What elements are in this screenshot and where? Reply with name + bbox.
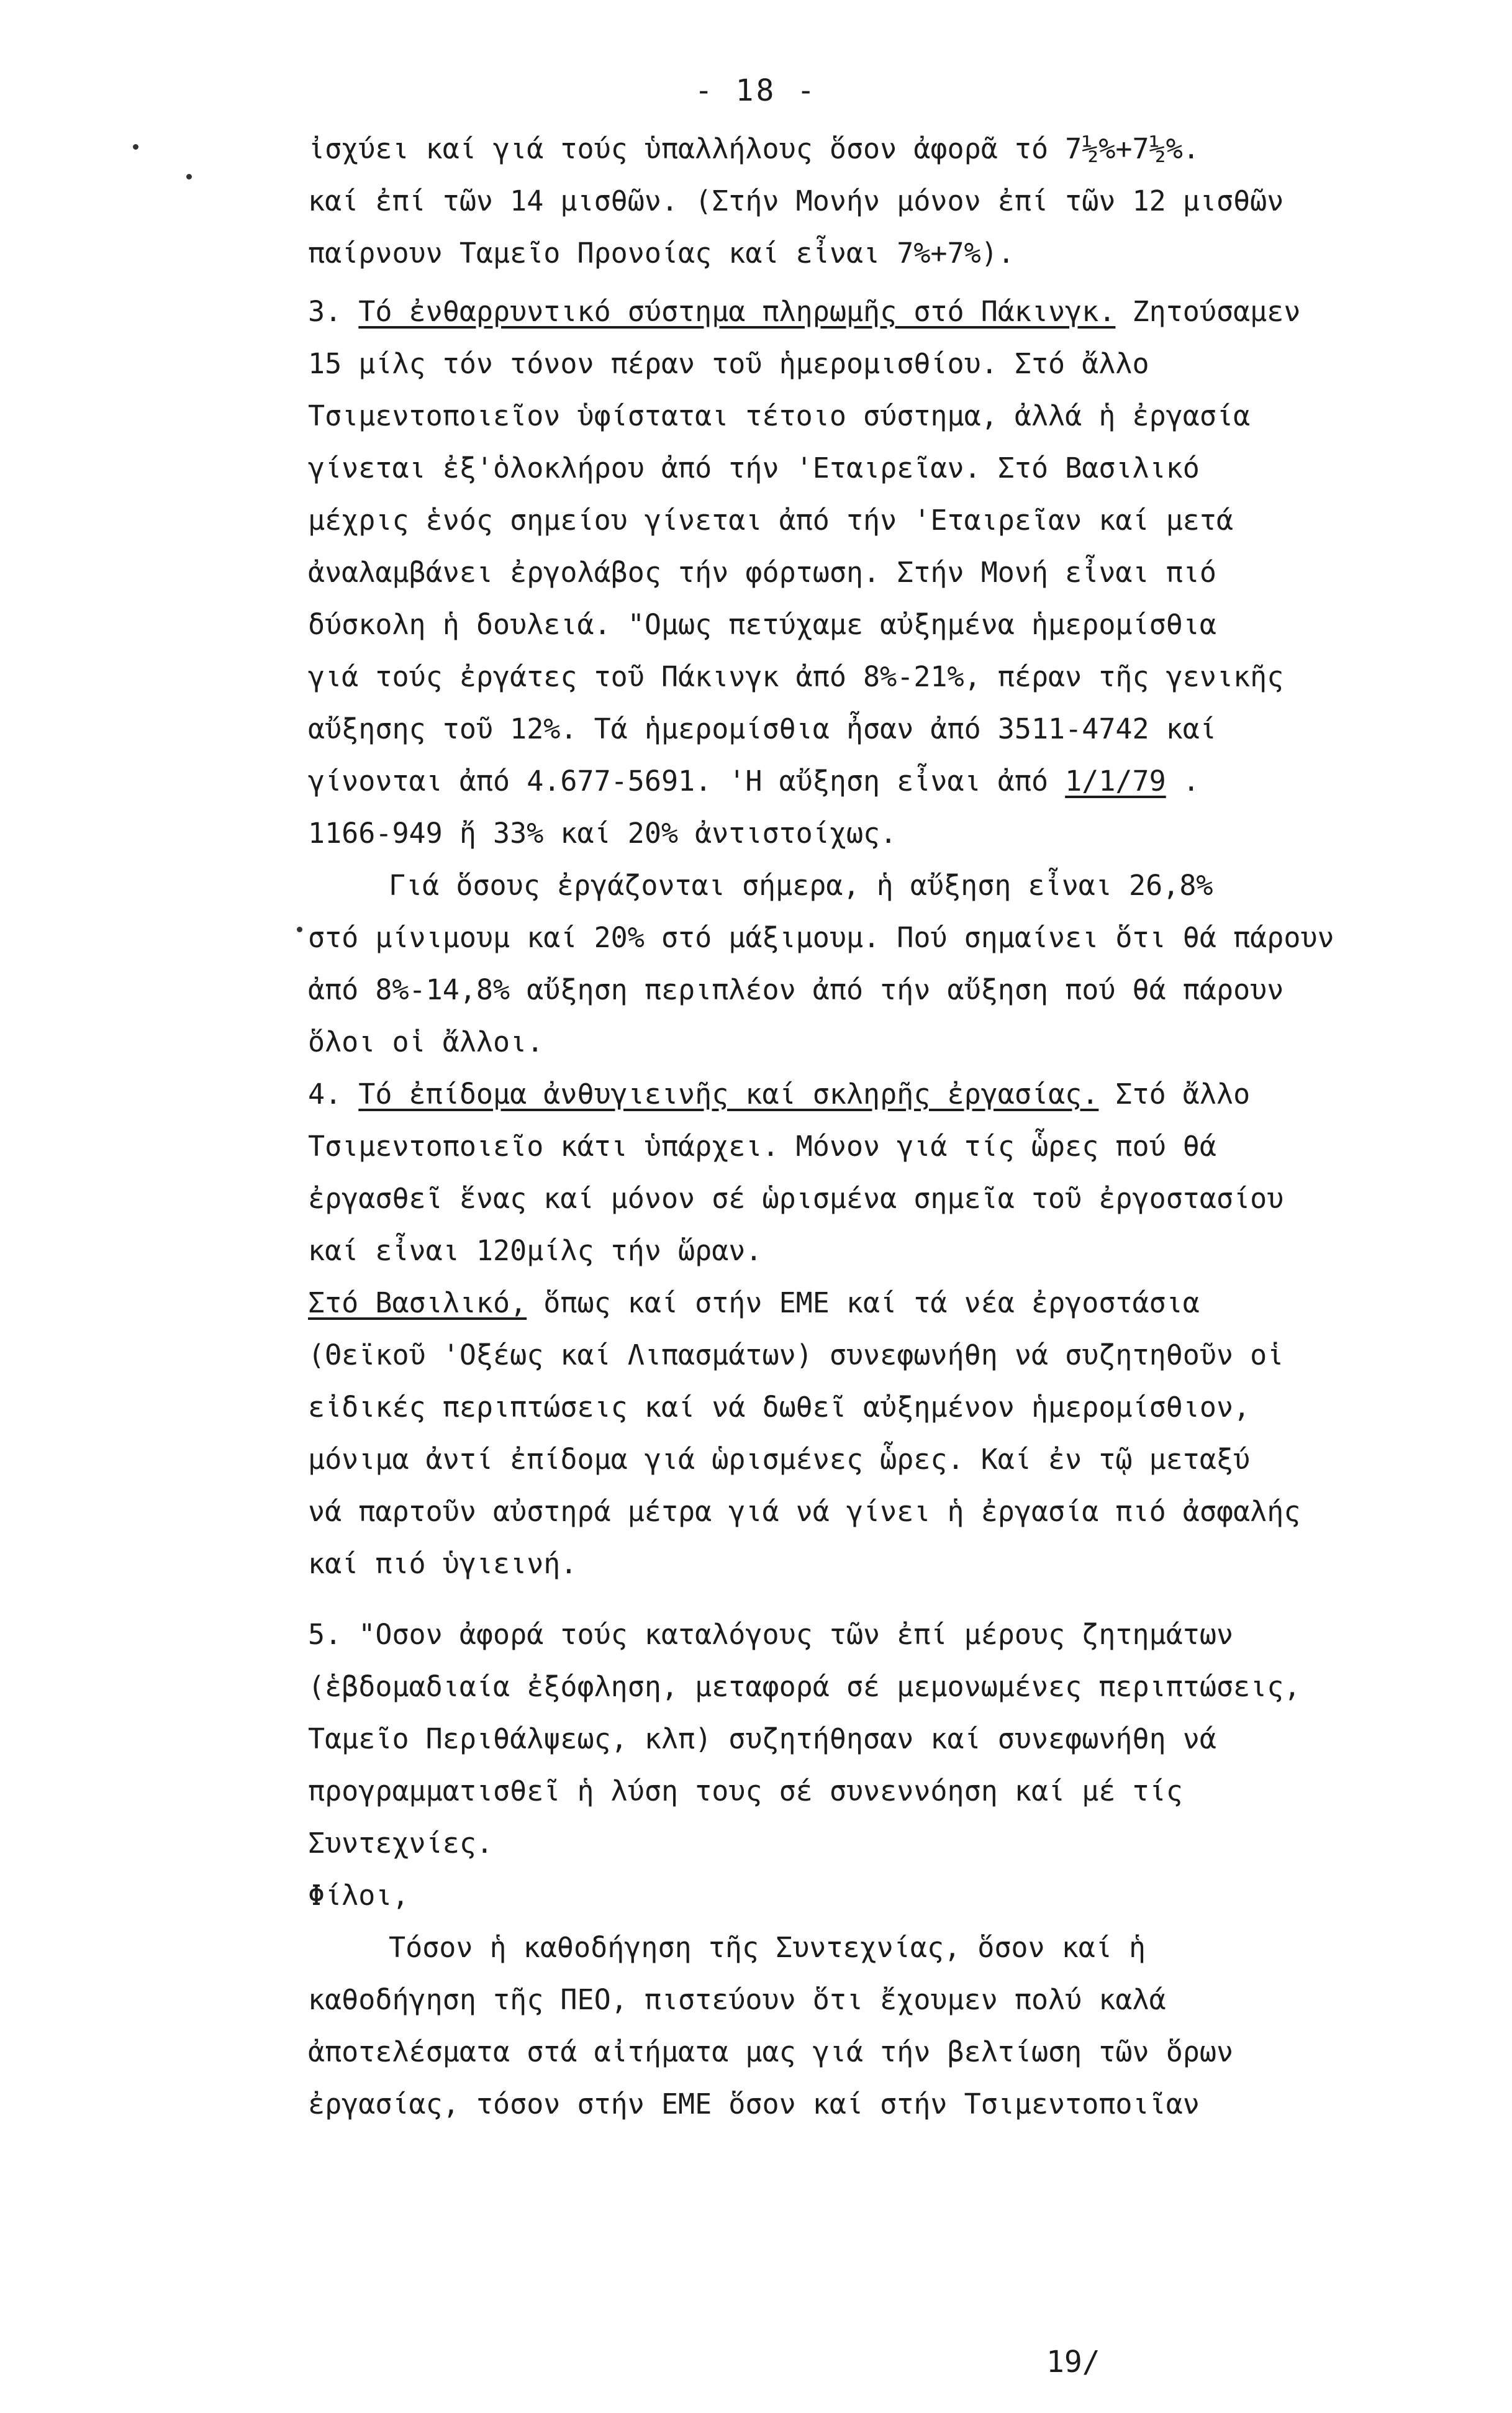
text-line xyxy=(308,755,1444,807)
text-line: ἀποτελέσματα στά αἰτήματα μας γιά τήν βελτίωση τῶν ὅρων xyxy=(308,2035,1234,2068)
text-line: Γιά ὅσους ἐργάζονται σήμερα, ἡ αὔξηση εἶναι 26,8% xyxy=(389,869,1213,902)
scan-speck xyxy=(297,927,302,932)
text-line: ἰσχύει καί γιά τούς ὑπαλλήλους ὅσον ἀφορᾶ τό 7½%+7½%. xyxy=(308,132,1200,165)
text-line: 5. "Οσον ἀφορά τούς καταλόγους τῶν ἐπί μέρους ζητημάτων xyxy=(308,1618,1234,1651)
text-line: Τόσον ἡ καθοδήγηση τῆς Συντεχνίας, ὅσον καί ἡ xyxy=(389,1931,1146,1964)
text-line: καθοδήγηση τῆς ΠΕΟ, πιστεύουν ὅτι ἔχουμεν πολύ καλά xyxy=(308,1983,1166,2016)
page-number: - 18 - xyxy=(694,73,818,108)
text-line: Φίλοι, xyxy=(308,1879,409,1912)
underlined-heading: Τό ἐπίδομα ἀνθυγιεινῆς καί σκληρῆς ἐργασίας. xyxy=(358,1078,1099,1111)
scan-speck xyxy=(186,174,192,179)
text-line: ἀπό 8%-14,8% αὔξηση περιπλέον ἀπό τήν αὔξηση πού θά πάρουν xyxy=(308,973,1284,1006)
scan-speck xyxy=(133,144,138,150)
text-line: 1166-949 ἤ 33% καί 20% ἀντιστοίχως. xyxy=(308,817,897,850)
text-line: Συντεχνίες. xyxy=(308,1827,494,1860)
text-line: ἐργασίας, τόσον στήν ΕΜΕ ὅσον καί στήν Τσιμεντοποιῖαν xyxy=(308,2088,1200,2120)
text-span: ὅπως καί στήν ΕΜΕ καί τά νέα ἐργοστάσια xyxy=(527,1286,1200,1319)
text-line xyxy=(308,286,1444,338)
text-span: γίνονται ἀπό 4.677-5691. 'Η αὔξηση εἶναι ἀπό xyxy=(308,765,1066,798)
text-line: ὅλοι οἱ ἄλλοι. xyxy=(308,1025,544,1058)
text-line: 15 μίλς τόν τόνον πέραν τοῦ ἡμερομισθίου. Στό ἄλλο xyxy=(308,347,1149,380)
text-line: Ταμεῖο Περιθάλψεως, κλπ) συζητήθησαν καί συνεφωνήθη νά xyxy=(308,1722,1216,1755)
text-line: γιά τούς ἐργάτες τοῦ Πάκινγκ ἀπό 8%-21%, πέραν τῆς γενικῆς xyxy=(308,660,1284,693)
text-line: μόνιμα ἀντί ἐπίδομα γιά ὡρισμένες ὧρες. Καί ἐν τῷ μεταξύ xyxy=(308,1443,1251,1476)
text-line: δύσκολη ἡ δουλειά. "Ομως πετύχαμε αὐξημένα ἡμερομίσθια xyxy=(308,608,1216,641)
text-line: ἐργασθεῖ ἕνας καί μόνον σέ ὡρισμένα σημεῖα τοῦ ἐργοστασίου xyxy=(308,1182,1284,1215)
text-line: καί ἐπί τῶν 14 μισθῶν. (Στήν Μονήν μόνον ἐπί τῶν 12 μισθῶν xyxy=(308,184,1284,217)
text-line: αὔξησης τοῦ 12%. Τά ἡμερομίσθια ἦσαν ἀπό 3511-4742 καί xyxy=(308,712,1216,745)
text-line: καί εἶναι 120μίλς τήν ὥραν. xyxy=(308,1234,763,1267)
text-line: μέχρις ἑνός σημείου γίνεται ἀπό τήν 'Εταιρεῖαν καί μετά xyxy=(308,504,1234,537)
underlined-heading: Τό ἐνθαρρυντικό σύστημα πληρωμῆς στό Πάκινγκ. xyxy=(358,295,1116,328)
text-line: εἰδικές περιπτώσεις καί νά δωθεῖ αὐξημένον ἡμερομίσθιον, xyxy=(308,1391,1251,1424)
underlined-heading: 1/1/79 xyxy=(1065,765,1166,798)
text-line: στό μίνιμουμ καί 20% στό μάξιμουμ. Πού σημαίνει ὅτι θά πάρουν xyxy=(308,921,1334,954)
text-span: . xyxy=(1166,765,1200,798)
text-line: νά παρτοῦν αὐστηρά μέτρα γιά νά γίνει ἡ ἐργασία πιό ἀσφαλής xyxy=(308,1495,1301,1528)
text-line: Τσιμεντοποιεῖον ὑφίσταται τέτοιο σύστημα, ἀλλά ἡ ἐργασία xyxy=(308,399,1251,432)
text-line xyxy=(308,1277,1444,1329)
text-line: καί πιό ὑγιεινή. xyxy=(308,1547,577,1580)
text-line: ἀναλαμβάνει ἐργολάβος τήν φόρτωση. Στήν Μονή εἶναι πιό xyxy=(308,556,1216,589)
text-line: (Θεϊκοῦ 'Οξέως καί Λιπασμάτων) συνεφωνήθη νά συζητηθοῦν οἱ xyxy=(308,1338,1284,1371)
text-span: Στό ἄλλο xyxy=(1098,1078,1251,1111)
text-line: Τσιμεντοποιεῖο κάτι ὑπάρχει. Μόνον γιά τίς ὧρες πού θά xyxy=(308,1130,1216,1163)
continuation-page-marker: 19/ xyxy=(1046,2345,1100,2379)
body-text xyxy=(308,123,1444,2130)
text-span: 4. xyxy=(308,1078,359,1111)
text-line: (ἑβδομαδιαία ἐξόφληση, μεταφορά σέ μεμονωμένες περιπτώσεις, xyxy=(308,1670,1301,1703)
text-span: Ζητούσαμεν xyxy=(1115,295,1301,328)
text-line: γίνεται ἐξ'ὁλοκλήρου ἀπό τήν 'Εταιρεῖαν. Στό Βασιλικό xyxy=(308,452,1200,484)
text-line: παίρνουν Ταμεῖο Προνοίας καί εἶναι 7%+7%). xyxy=(308,237,1015,270)
text-line xyxy=(308,1068,1444,1120)
text-span: 3. xyxy=(308,295,359,328)
underlined-heading: Στό Βασιλικό, xyxy=(308,1286,527,1319)
text-line: προγραμματισθεῖ ἡ λύση τους σέ συνεννόηση καί μέ τίς xyxy=(308,1775,1183,1807)
